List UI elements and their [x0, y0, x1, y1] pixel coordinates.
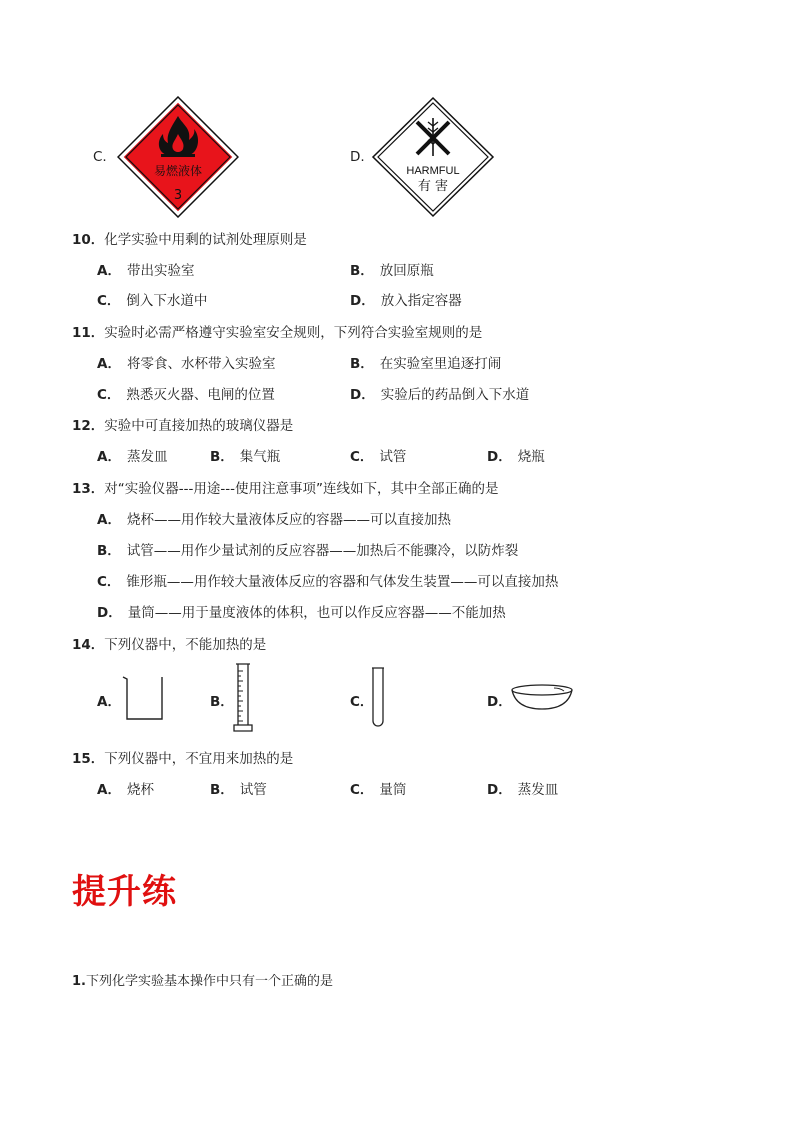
option-d-letter: D.	[350, 149, 365, 165]
question-text: 下列仪器中，不宜用来加热的是	[104, 751, 294, 767]
q10-option-a[interactable]: A． 带出实验室	[97, 263, 195, 279]
question-text: 下列仪器中，不能加热的是	[104, 637, 267, 653]
beaker-icon	[122, 675, 164, 721]
flammable-liquid-sign	[117, 96, 239, 218]
section-title: 提升练	[72, 872, 177, 912]
sign-text-en: HARMFUL	[406, 165, 460, 177]
evaporating-dish-icon	[510, 683, 574, 713]
flammable-icon	[117, 96, 239, 218]
question-text: 实验中可直接加热的玻璃仪器是	[104, 418, 294, 434]
question-number: 15．	[72, 751, 105, 767]
question-10	[72, 228, 307, 248]
question-15	[72, 747, 293, 767]
q14-option-b[interactable]: B．	[210, 694, 234, 710]
q13-option-c[interactable]: C． 锥形瓶——用作较大量液体反应的容器和气体发生装置——可以直接加热	[97, 574, 559, 590]
sign-text-cn: 有 害	[417, 179, 449, 194]
q13-option-d[interactable]: D． 量筒——用于量度液体的体积，也可以作反应容器——不能加热	[97, 605, 506, 621]
q14-option-a[interactable]: A．	[97, 694, 121, 710]
question-number: 12．	[72, 418, 105, 434]
q11-option-a[interactable]: A． 将零食、水杯带入实验室	[97, 356, 276, 372]
q12-option-c[interactable]: C． 试管	[350, 449, 407, 465]
question-12	[72, 414, 293, 434]
q12-option-d[interactable]: D． 烧瓶	[487, 449, 545, 465]
q12-option-b[interactable]: B． 集气瓶	[210, 449, 281, 465]
harmful-sign	[371, 96, 495, 218]
q12-option-a[interactable]: A． 蒸发皿	[97, 449, 168, 465]
option-c-letter: C.	[93, 149, 107, 165]
question-13	[72, 477, 499, 497]
q14-option-c[interactable]: C．	[350, 694, 374, 710]
q15-option-b[interactable]: B． 试管	[210, 782, 267, 798]
q13-option-a[interactable]: A． 烧杯——用作较大量液体反应的容器——可以直接加热	[97, 512, 451, 528]
question-text: 下列化学实验基本操作中只有一个正确的是	[85, 974, 333, 989]
question-11	[72, 321, 482, 341]
question-number: 10．	[72, 232, 105, 248]
question-text: 实验时必需严格遵守实验室安全规则，下列符合实验室规则的是	[104, 325, 483, 341]
q14-option-d[interactable]: D．	[487, 694, 512, 710]
q11-option-d[interactable]: D． 实验后的药品倒入下水道	[350, 387, 530, 403]
sign-number: 3	[173, 188, 183, 203]
question-number: 11．	[72, 325, 105, 341]
q10-option-b[interactable]: B． 放回原瓶	[350, 263, 434, 279]
question-14	[72, 633, 266, 653]
question-number: 13．	[72, 481, 105, 497]
question-number: 1.	[72, 974, 86, 989]
question-text: 对“实验仪器---用途---使用注意事项”连线如下，其中全部正确的是	[104, 481, 499, 497]
question-number: 14．	[72, 637, 105, 653]
question-text: 化学实验中用剩的试剂处理原则是	[104, 232, 307, 248]
q15-option-d[interactable]: D． 蒸发皿	[487, 782, 559, 798]
q15-option-a[interactable]: A． 烧杯	[97, 782, 154, 798]
question-1	[72, 970, 333, 989]
q10-option-c[interactable]: C． 倒入下水道中	[97, 293, 208, 309]
harmful-icon	[371, 96, 495, 218]
graduated-cylinder-icon	[232, 663, 254, 733]
test-tube-icon	[370, 667, 386, 729]
q11-option-b[interactable]: B． 在实验室里追逐打闹	[350, 356, 502, 372]
q10-option-d[interactable]: D． 放入指定容器	[350, 293, 462, 309]
q13-option-b[interactable]: B． 试管——用作少量试剂的反应容器——加热后不能骤冷，以防炸裂	[97, 543, 519, 559]
q11-option-c[interactable]: C． 熟悉灭火器、电闸的位置	[97, 387, 275, 403]
q15-option-c[interactable]: C． 量筒	[350, 782, 407, 798]
sign-text: 易燃液体	[153, 164, 203, 178]
